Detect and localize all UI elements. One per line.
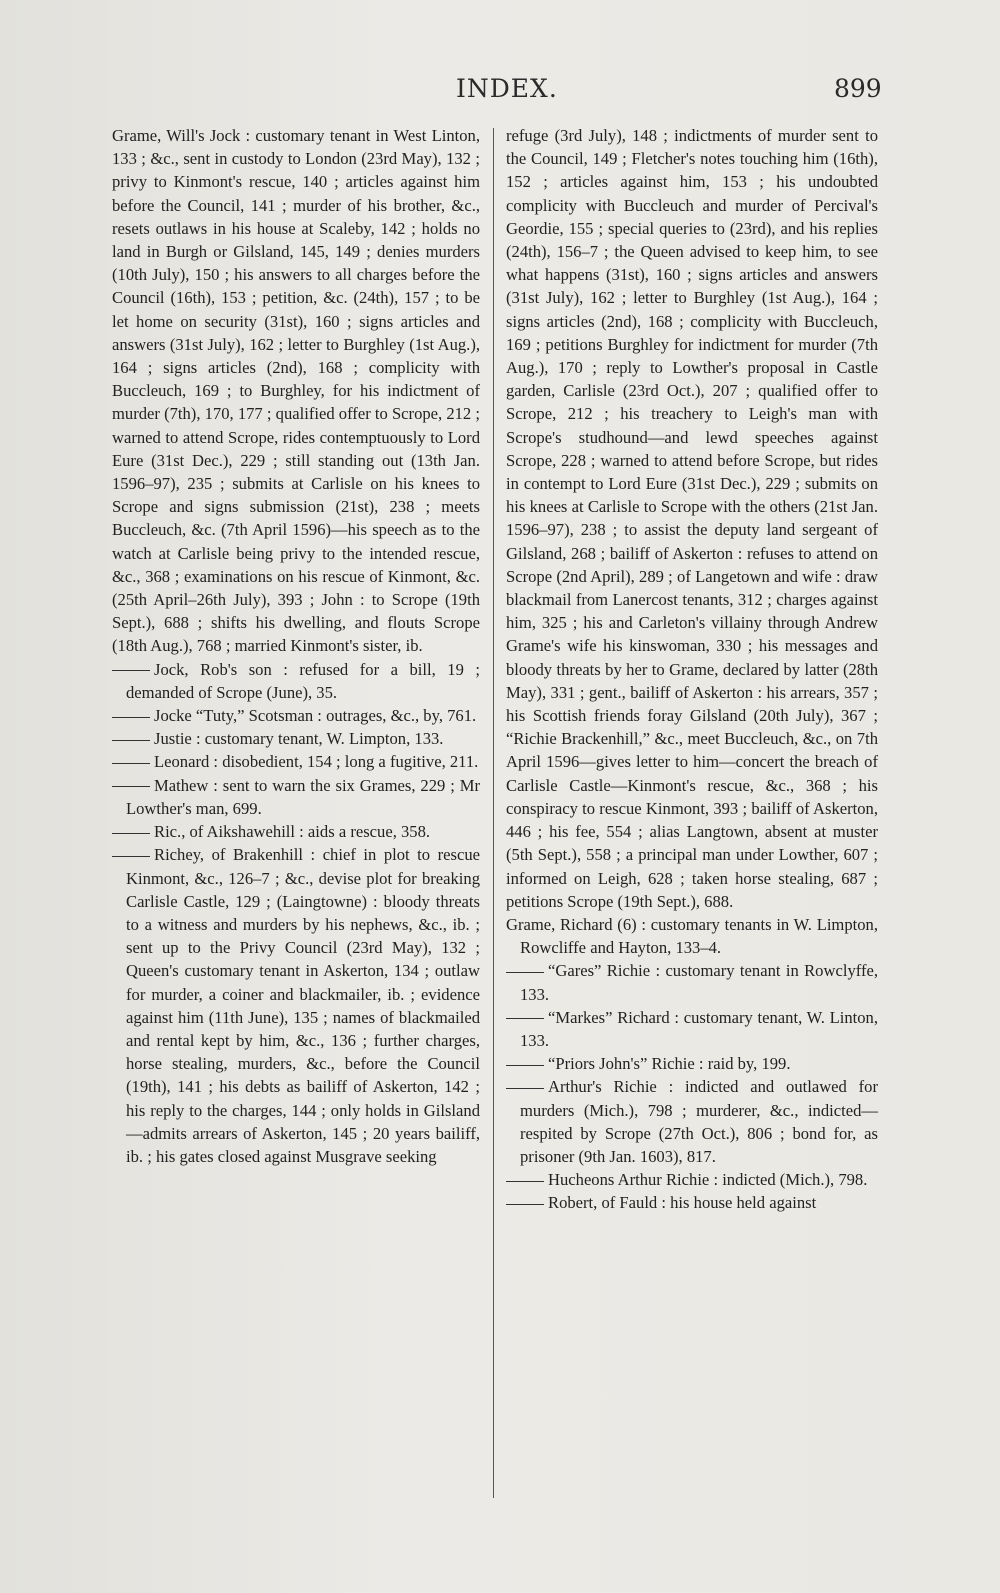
index-subentry: Richey, of Brakenhill : chief in plot to rescue Kinmont, &c., 126–7 ; &c., devise plot for breaking Carlisle Castle, 129 ; (Laingtowne) : bloody threats to a witness and murders by his nephews, &c., ib. ; sent up to the Privy Council (23rd May), 132 ; Queen's customary tenant in Askerton, 134 ; outlaw for murder, a coiner and blackmailer, ib. ; evidence against him (11th June), 135 ; names of blackmailed and rental kept by him, &c., 136 ; further charges, horse stealing, murders, &c., before the Council (19th), 141 ; his debts as bailiff of Askerton, 142 ; his reply to the charges, 144 ; only holds in Gilsland—admits arrears of Askerton, 145 ; 20 years bailiff, ib. ; his gates closed against Musgrave seeking: [112, 843, 480, 1168]
index-subentry: “Gares” Richie : customary tenant in Rowclyffe, 133.: [506, 959, 878, 1005]
right-column: [506, 124, 878, 1215]
index-subentry: Jock, Rob's son : refused for a bill, 19 ; demanded of Scrope (June), 35.: [112, 658, 480, 704]
dash-rule: [112, 670, 150, 671]
page-title: INDEX.: [456, 74, 558, 103]
index-entry: Grame, Richard (6) : customary tenants in W. Limpton, Rowcliffe and Hayton, 133–4.: [506, 914, 878, 958]
index-subentry: Ric., of Aikshawehill : aids a rescue, 358.: [112, 820, 480, 843]
index-subentry: Arthur's Richie : indicted and outlawed for murders (Mich.), 798 ; murderer, &c., indicted—respited by Scrope (27th Oct.), 806 ; bond for, as prisoner (9th Jan. 1603), 817.: [506, 1075, 878, 1168]
page-number: 899: [834, 74, 882, 103]
column-divider: [493, 128, 494, 1498]
left-column: [112, 124, 480, 1168]
index-subentry: Hucheons Arthur Richie : indicted (Mich.), 798.: [506, 1168, 878, 1191]
dash-rule: [112, 717, 150, 718]
index-subentry: Robert, of Fauld : his house held against: [506, 1191, 878, 1214]
dash-rule: [112, 833, 150, 834]
index-subentry: Leonard : disobedient, 154 ; long a fugitive, 211.: [112, 750, 480, 773]
dash-rule: [506, 1181, 544, 1182]
dash-rule: [506, 1065, 544, 1066]
index-entry: Grame, Will's Jock : customary tenant in West Linton, 133 ; &c., sent in custody to London (23rd May), 132 ; privy to Kinmont's rescue, 140 ; articles against him before the Council, 141 ; murder of his brother, &c., resets outlaws in his house at Scaleby, 142 ; holds no land in Burgh or Gilsland, 145, 149 ; denies murders (10th July), 150 ; his answers to all charges before the Council (16th), 153 ; petition, &c. (24th), 157 ; to be let home on security (31st), 160 ; signs articles and answers (31st July), 162 ; letter to Burghley (1st Aug.), 164 ; signs articles (2nd), 168 ; complicity with Buccleuch, 169 ; to Burghley, for his indictment of murder (7th), 170, 177 ; qualified offer to Scrope, 212 ; warned to attend Scrope, rides contemptuously to Lord Eure (31st Dec.), 229 ; still standing out (13th Jan. 1596–97), 235 ; submits at Carlisle on his knees to Scrope and signs submission (21st), 238 ; meets Buccleuch, &c. (7th April 1596)—his speech as to the watch at Carlisle being privy to the intended rescue, &c., 368 ; examinations on his rescue of Kinmont, &c. (25th April–26th July), 393 ; John : to Scrope (19th Sept.), 688 ; shifts his dwelling, and flouts Scrope (18th Aug.), 768 ; married Kinmont's sister, ib.: [112, 126, 480, 656]
index-subentry: “Priors John's” Richie : raid by, 199.: [506, 1052, 878, 1075]
dash-rule: [112, 763, 150, 764]
dash-rule: [112, 740, 150, 741]
dash-rule: [506, 1018, 544, 1019]
dash-rule: [506, 972, 544, 973]
index-subentry: Mathew : sent to warn the six Grames, 229 ; Mr Lowther's man, 699.: [112, 774, 480, 820]
dash-rule: [112, 786, 150, 787]
running-head: [0, 74, 1000, 114]
index-subentry: Justie : customary tenant, W. Limpton, 133.: [112, 727, 480, 750]
dash-rule: [112, 856, 150, 857]
index-subentry: “Markes” Richard : customary tenant, W. Linton, 133.: [506, 1006, 878, 1052]
dash-rule: [506, 1088, 544, 1089]
dash-rule: [506, 1204, 544, 1205]
index-subentry: Jocke “Tuty,” Scotsman : outrages, &c., by, 761.: [112, 704, 480, 727]
index-entry: refuge (3rd July), 148 ; indictments of murder sent to the Council, 149 ; Fletcher's notes touching him (16th), 152 ; articles against him, 153 ; his undoubted complicity with Buccleuch and murder of Percival's Geordie, 155 ; special queries to (23rd), and his replies (24th), 156–7 ; the Queen advised to keep him, to see what happens (31st), 160 ; signs articles and answers (31st July), 162 ; letter to Burghley (1st Aug.), 164 ; signs articles (2nd), 168 ; complicity with Buccleuch, 169 ; petitions Burghley for indictment for murder (7th Aug.), 170 ; reply to Lowther's proposal in Castle garden, Carlisle (23rd Oct.), 207 ; qualified offer to Scrope, 212 ; his treachery to Leigh's man with Scrope's studhound—and lewd speeches against Scrope, 228 ; warned to attend before Scrope, but rides in contempt to Lord Eure (31st Dec.), 229 ; submits on his knees at Carlisle to Scrope with the others (21st Jan. 1596–97), 238 ; to assist the deputy land sergeant of Gilsland, 268 ; bailiff of Askerton : refuses to attend on Scrope (2nd April), 289 ; of Langetown and wife : draw blackmail from Lanercost tenants, 312 ; charges against him, 325 ; his and Carleton's villainy through Andrew Grame's wife his kinswoman, 330 ; his messages and bloody threats by her to Grame, declared by latter (28th May), 331 ; gent., bailiff of Askerton : his arrears, 357 ; his Scottish friends foray Gilsland (20th July), 367 ; “Richie Brackenhill,” &c., meet Buccleuch, &c., on 7th April 1596—gives letter to him—concert the breach of Carlisle Castle—Kinmont's rescue, &c., 368 ; his conspiracy to rescue Kinmont, 393 ; bailiff of Askerton, 446 ; his fee, 554 ; alias Langtown, absent at muster (5th Sept.), 558 ; a principal man under Lowther, 607 ; informed on Leigh, 628 ; taken horse stealing, 687 ; petitions Scrope (19th Sept.), 688.: [506, 126, 878, 911]
